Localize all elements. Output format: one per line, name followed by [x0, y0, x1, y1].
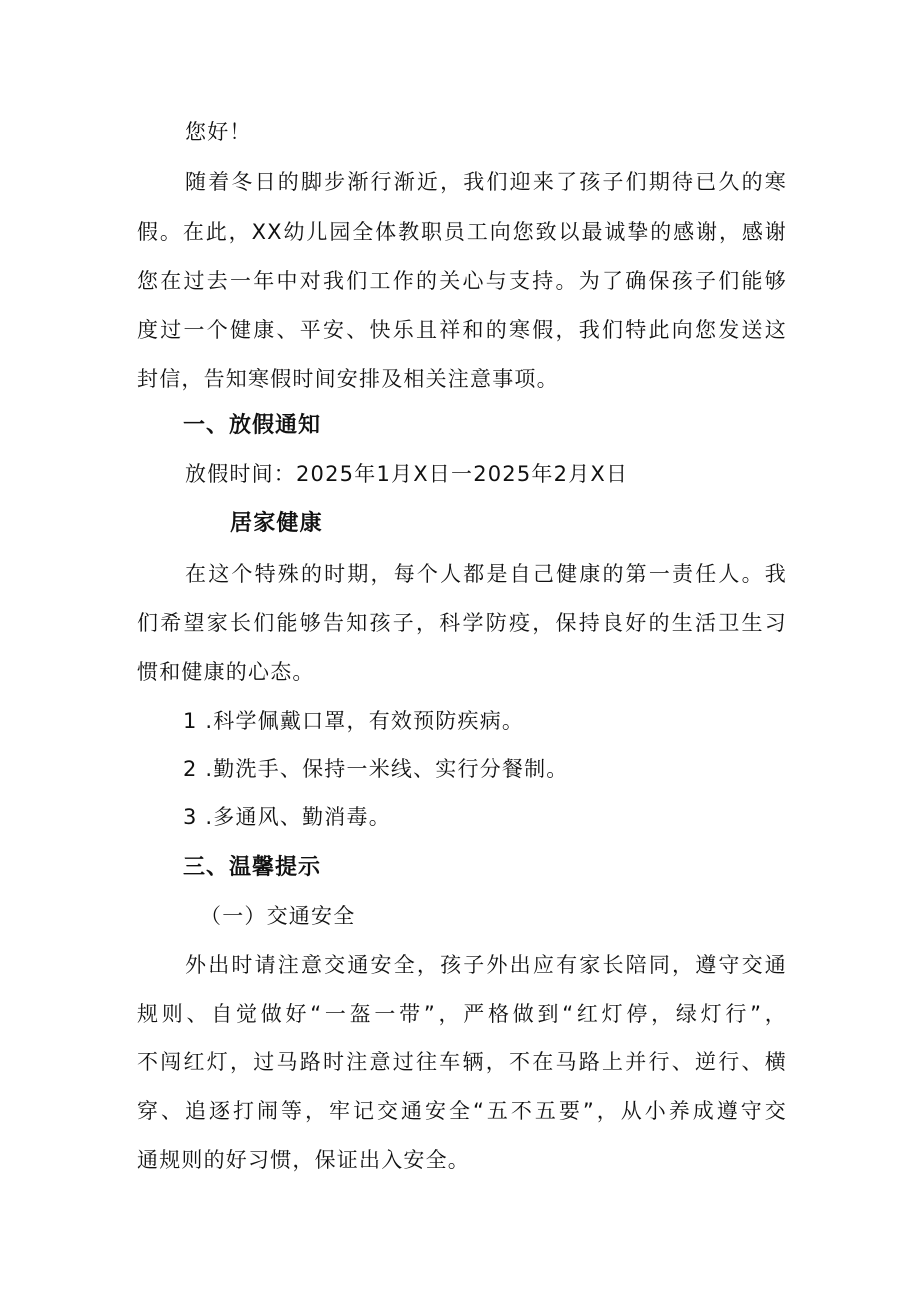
health-list-item: 1 .科学佩戴口罩，有效预防疾病。 — [183, 709, 525, 733]
health-paragraph-line: 们希望家长们能够告知孩子，科学防疫，保持良好的生活卫生习 — [137, 611, 787, 635]
traffic-paragraph-line: 不闯红灯，过马路时注意过往车辆，不在马路上并行、逆行、横 — [137, 1050, 787, 1074]
intro-line: 您在过去一年中对我们工作的关心与支持。为了确保孩子们能够 — [137, 269, 787, 293]
section-heading-tips: 三、温馨提示 — [183, 855, 322, 880]
health-paragraph-line: 在这个特殊的时期，每个人都是自己健康的第一责任人。我 — [185, 562, 787, 586]
intro-line: 随着冬日的脚步渐行渐近，我们迎来了孩子们期待已久的寒 — [185, 170, 787, 194]
holiday-time: 放假时间：2025年1月X日一2025年2月X日 — [185, 462, 629, 486]
sub-heading-traffic: （一）交通安全 — [200, 904, 356, 928]
intro-line: 假。在此，XX幼儿园全体教职员工向您致以最诚挚的感谢，感谢 — [137, 220, 787, 244]
traffic-paragraph-line: 外出时请注意交通安全，孩子外出应有家长陪同，遵守交通 — [185, 953, 787, 977]
health-list-item: 2 .勤洗手、保持一米线、实行分餐制。 — [183, 757, 569, 781]
health-paragraph-line: 惯和健康的心态。 — [137, 660, 315, 684]
greeting: 您好！ — [185, 120, 252, 144]
intro-line: 度过一个健康、平安、快乐且祥和的寒假，我们特此向您发送这 — [137, 318, 787, 342]
health-list-item: 3 .多通风、勤消毒。 — [183, 805, 391, 829]
section-heading-health: 居家健康 — [230, 511, 323, 536]
traffic-paragraph-line: 通规则的好习惯，保证出入安全。 — [137, 1148, 470, 1172]
traffic-paragraph-line: 规则、自觉做好“一盔一带”，严格做到“红灯停，绿灯行”， — [137, 1002, 787, 1026]
intro-line: 封信，告知寒假时间安排及相关注意事项。 — [137, 367, 559, 391]
section-heading-holiday: 一、放假通知 — [183, 413, 322, 438]
traffic-paragraph-line: 穿、追逐打闹等，牢记交通安全“五不五要”，从小养成遵守交 — [137, 1099, 787, 1123]
